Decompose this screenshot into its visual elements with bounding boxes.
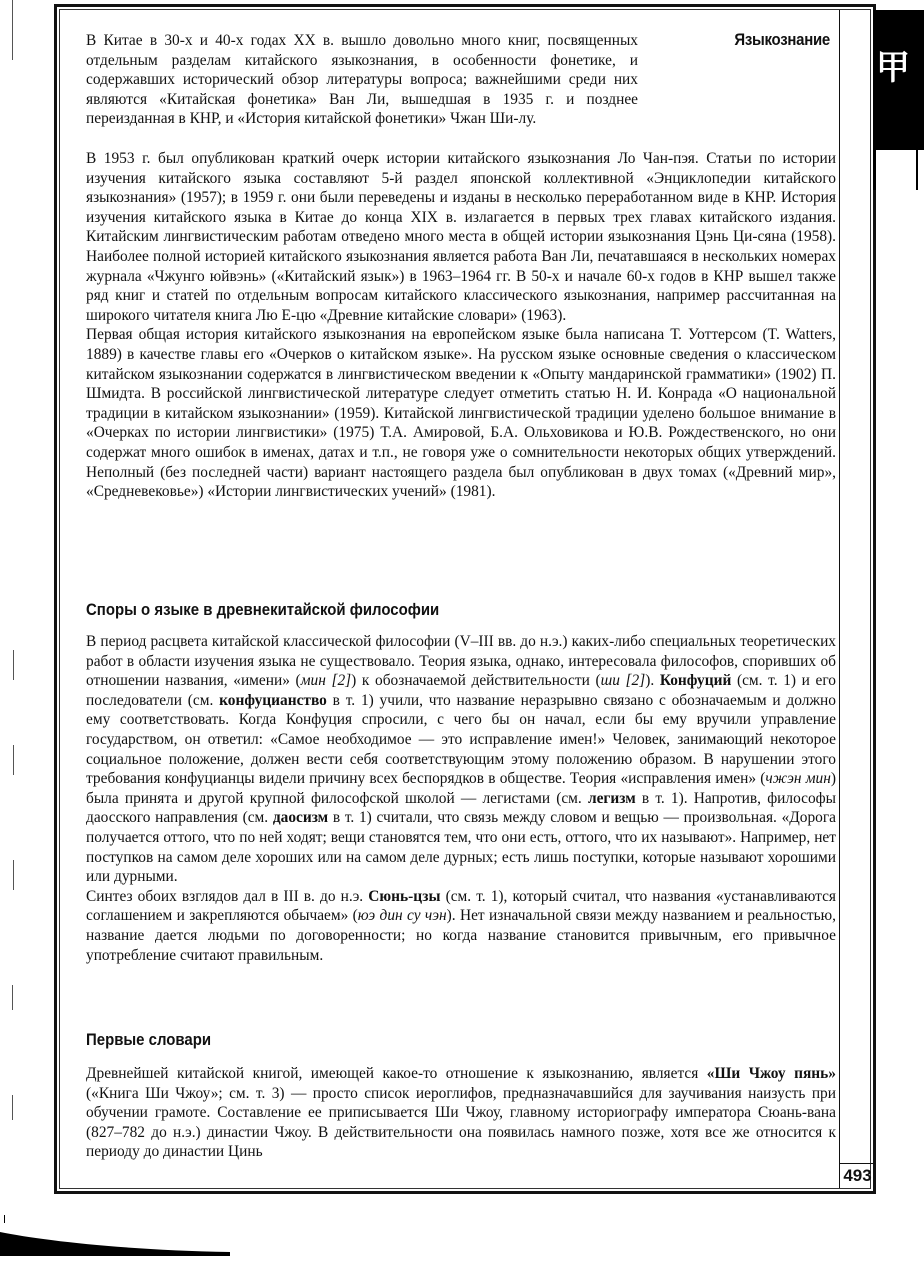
italic-term: мин [2]	[300, 672, 352, 690]
text-run: («Книга Ши Чжоу»; см. т. 3) — просто список иероглифов, предназначавшийся для заучивания наизусть при обучении грамоте. Составление ее приписывается Ши Чжоу, главному историографу императора Сюань-вана (827–782 до н.э.) династии Чжоу. В действительности она появилась намного позже, хотя все же относится к периоду до династии Цинь	[86, 1084, 836, 1161]
scan-artifact	[12, 985, 13, 1010]
chinese-character-jia-icon: 甲	[876, 48, 910, 88]
intro-paragraphs	[86, 149, 836, 502]
bold-cross-reference: конфуцианство	[219, 691, 327, 709]
italic-term: юэ дин су чэн	[357, 907, 447, 925]
scan-artifact	[13, 860, 14, 890]
italic-term: чжэн мин	[765, 770, 831, 788]
section-2-paragraph-1	[86, 1064, 836, 1162]
text-run: в т. 1). Напротив, философы даосского направления (см.	[86, 789, 836, 827]
bold-title: «Ши Чжоу пянь»	[706, 1065, 836, 1082]
section-2-body	[86, 1064, 836, 1162]
text-run: ) к обозначаемой действительности (	[351, 672, 601, 690]
intro-paragraph-1	[86, 31, 638, 129]
text-run: (см. т. 1) и его последователи (см.	[86, 672, 836, 709]
bold-cross-reference: легизм	[587, 789, 636, 807]
section-1-paragraph-2	[86, 887, 836, 965]
paragraph-text: В Китае в 30-х и 40-х годах XX в. вышло довольно много книг, посвященных отдельным разделам китайского языкознания, в особенности фонетике, и содержавших исторический обзор литературы вопроса; важнейшими среди них являются «Китайская фонетика» Ван Ли, вышедшая в 1935 г. и позднее переизданная в КНР, и «История китайской фонетики» Чжан Ши-лу.	[86, 32, 638, 128]
text-run: в т. 1) учили, что название неразрывно связано с обозначаемым и должно ему соответствовать. Когда Конфуция спросили, с чего бы он начал, если бы ему вручили управление государством, он ответил: «Самое необходимое — это исправление имен!» Человек, занимающий некоторое социальное положение, должен вести себя соответствующим этому положению образом. В нарушении этого требования конфуцианцы видели причину всех беспорядков в обществе. Теория «исправления имен» (	[86, 691, 836, 788]
scan-artifact	[12, 0, 13, 60]
bold-cross-reference: Конфуций	[659, 672, 732, 690]
text-run: в т. 1) считали, что связь между словом и вещью — произвольная. «Дорога получается оттого, что по ней ходят; вещи становятся тем, что они есть, оттого, что их называют». Например, нет поступков на самом деле хороших или на самом деле дурных; есть лишь поступки, которые называют хорошими или дурными.	[86, 809, 836, 886]
running-head: Языкознание	[734, 30, 830, 49]
scan-shadow-artifact	[0, 1232, 230, 1256]
text-run: ).	[645, 672, 660, 690]
scan-artifact	[13, 745, 14, 775]
scan-artifact	[13, 650, 14, 680]
bold-cross-reference: даосизм	[272, 809, 329, 827]
thumb-tab-lower-box	[873, 150, 918, 190]
section-1-paragraph-1	[86, 632, 836, 887]
margin-column-rule	[839, 10, 840, 1188]
text-run: В период расцвета китайской классической философии (V–III вв. до н.э.) каких-либо специальных теоретических работ в области изучения языка не существовало. Теория языка, однако, интересовала философов, споривших об отношении названия, «имени» (	[86, 633, 836, 690]
section-heading-first-dictionaries: Первые словари	[86, 1030, 212, 1049]
scan-artifact	[12, 1095, 13, 1120]
text-run: Древнейшей китайской книгой, имеющей какое-то отношение к языкознанию, является	[86, 1065, 707, 1082]
intro-paragraph-3: Первая общая история китайского языкознания на европейском языке была написана Т. Уоттерсом (T. Watters, 1889) в качестве главы его «Очерков о китайском языке». На русском языке основные сведения о классическом китайском языкознании содержатся в лингвистическом введении к «Опыту мандаринской грамматики» (1902) П. Шмидта. В российской лингвистической литературе следует отметить статью Н. И. Конрада «О национальной традиции в китайском языкознании» (1959). Китайской лингвистической традиции уделено большое внимание в «Очерках по истории лингвистики» (1975) Т.А. Амировой, Б.А. Ольховикова и Ю.В. Рождественского, но они содержат много ошибок в именах, датах и т.п., не говоря уже о сомнительности некоторых общих утверждений. Неполный (без последней части) вариант настоящего раздела был опубликован в двух томах («Древний мир», «Средневековье») «Истории лингвистических учений» (1981).	[86, 326, 836, 501]
scan-artifact	[4, 1215, 5, 1223]
text-run: ) была принята и другой крупной философской школой — легистами (см.	[86, 770, 836, 807]
text-run: (см. т. 1), который считал, что названия «устанавливаются соглашением и закрепляются обычаем» (	[86, 887, 836, 925]
intro-paragraph-2: В 1953 г. был опубликован краткий очерк истории китайского языкознания Ло Чан-пэя. Статьи по истории изучения китайского языка составляют 5-й раздел японской коллективной «Энциклопедии китайского языкознания» (1957); в 1959 г. они были переведены и изданы в несколько переработанном виде в КНР. История изучения китайского языка в Китае до конца XIX в. излагается в первых трех главах китайского издания. Китайским лингвистическим работам отведено много места в общей истории языкознания Цэнь Ци-сяна (1958). Наиболее полной историей китайского языкознания является работа Ван Ли, печатавшаяся в нескольких номерах журнала «Чжунго юйвэнь» («Китайский язык») в 1963–1964 гг. В 50-х и начале 60-х годов в КНР вышел также ряд книг и статей по отдельным вопросам китайского классического языкознания, например рассчитанная на широкого читателя книга Лю Е-цю «Древние китайские словари» (1963).	[86, 150, 836, 324]
text-run: Синтез обоих взглядов дал в III в. до н.э.	[86, 887, 369, 905]
section-heading-philosophy: Споры о языке в древнекитайской философии	[86, 600, 440, 619]
section-1-body	[86, 632, 836, 965]
section-thumb-tab	[873, 10, 924, 150]
italic-term: ши [2]	[600, 672, 646, 690]
page-number: 493	[843, 1166, 872, 1185]
bold-cross-reference: Сюнь-цзы	[368, 887, 441, 905]
text-run: ). Нет изначальной связи между названием и реальностью, название дается людьми по договоренности; но когда название становится привычным, его привычное употребление считают правильным.	[86, 907, 837, 964]
page-number-box	[839, 1163, 876, 1189]
